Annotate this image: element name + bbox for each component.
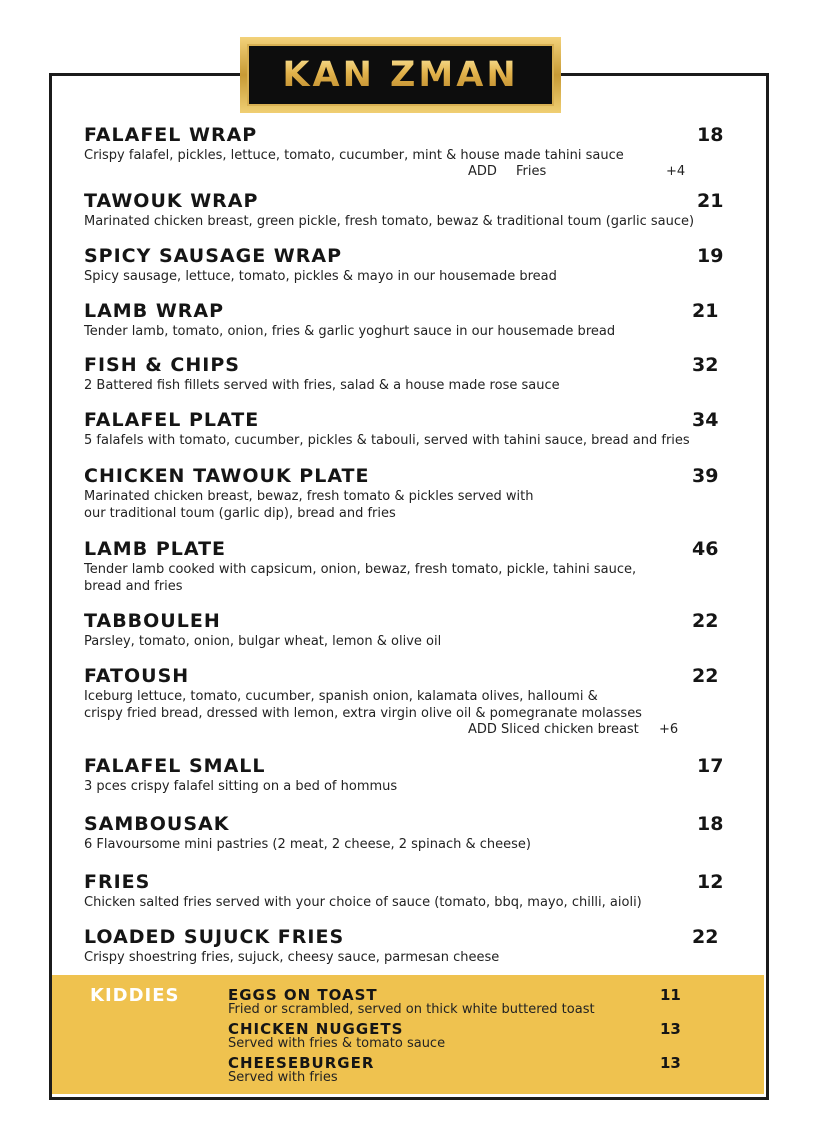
item-description-line2: crispy fried bread, dressed with lemon, extra virgin olive oil & pomegranate molasses bbox=[84, 706, 642, 721]
item-description: Chicken salted fries served with your choice of sauce (tomato, bbq, mayo, chilli, aioli) bbox=[84, 895, 642, 910]
addon-label: ADD Sliced chicken breast bbox=[468, 722, 639, 737]
item-name: LAMB PLATE bbox=[84, 538, 227, 560]
item-price: 18 bbox=[697, 813, 724, 835]
item-price: 17 bbox=[697, 755, 724, 777]
item-price: 19 bbox=[697, 245, 724, 267]
item-price: 46 bbox=[692, 538, 719, 560]
item-price: 34 bbox=[692, 409, 719, 431]
kiddies-section bbox=[52, 975, 764, 1094]
item-price: 39 bbox=[692, 465, 719, 487]
item-name: SPICY SAUSAGE WRAP bbox=[84, 245, 343, 267]
kids-item-description: Fried or scrambled, served on thick white buttered toast bbox=[228, 1002, 595, 1017]
item-description-line2: bread and fries bbox=[84, 579, 183, 594]
kids-item-name: CHEESEBURGER bbox=[228, 1054, 375, 1072]
item-price: 22 bbox=[692, 665, 719, 687]
item-description: Tender lamb cooked with capsicum, onion, bewaz, fresh tomato, pickle, tahini sauce, bbox=[84, 562, 637, 577]
item-price: 32 bbox=[692, 354, 719, 376]
item-description: 3 pces crispy falafel sitting on a bed of hommus bbox=[84, 779, 398, 794]
item-description: Marinated chicken breast, green pickle, fresh tomato, bewaz & traditional toum (garlic sauce) bbox=[84, 214, 695, 229]
item-description: Iceburg lettuce, tomato, cucumber, spanish onion, kalamata olives, halloumi & bbox=[84, 689, 598, 704]
kids-item-price: 13 bbox=[660, 1020, 681, 1038]
item-description: 2 Battered fish fillets served with fries, salad & a house made rose sauce bbox=[84, 378, 560, 393]
item-name: TABBOULEH bbox=[84, 610, 221, 632]
item-name: FALAFEL PLATE bbox=[84, 409, 260, 431]
item-description: 6 Flavoursome mini pastries (2 meat, 2 cheese, 2 spinach & cheese) bbox=[84, 837, 531, 852]
kiddies-title: KIDDIES bbox=[90, 985, 180, 1006]
item-name: CHICKEN TAWOUK PLATE bbox=[84, 465, 370, 487]
item-name: FALAFEL WRAP bbox=[84, 124, 258, 146]
item-name: FALAFEL SMALL bbox=[84, 755, 266, 777]
item-description: Tender lamb, tomato, onion, fries & garlic yoghurt sauce in our housemade bread bbox=[84, 324, 616, 339]
kids-item-name: EGGS ON TOAST bbox=[228, 986, 378, 1004]
addon-label: ADD bbox=[468, 164, 497, 179]
kids-item-name: CHICKEN NUGGETS bbox=[228, 1020, 404, 1038]
item-price: 21 bbox=[697, 190, 724, 212]
item-price: 18 bbox=[697, 124, 724, 146]
kids-item-description: Served with fries bbox=[228, 1070, 338, 1085]
item-price: 22 bbox=[692, 610, 719, 632]
kids-item-description: Served with fries & tomato sauce bbox=[228, 1036, 446, 1051]
kids-item-price: 11 bbox=[660, 986, 681, 1004]
item-description: Marinated chicken breast, bewaz, fresh tomato & pickles served with bbox=[84, 489, 534, 504]
addon-item: Fries bbox=[516, 164, 547, 179]
item-price: 22 bbox=[692, 926, 719, 948]
addon-price: +6 bbox=[659, 722, 679, 737]
addon-price: +4 bbox=[666, 164, 686, 179]
item-price: 21 bbox=[692, 300, 719, 322]
item-name: TAWOUK WRAP bbox=[84, 190, 259, 212]
item-description: Crispy shoestring fries, sujuck, cheesy sauce, parmesan cheese bbox=[84, 950, 500, 965]
item-description-line2: our traditional toum (garlic dip), bread and fries bbox=[84, 506, 396, 521]
item-name: LAMB WRAP bbox=[84, 300, 225, 322]
item-description: Parsley, tomato, onion, bulgar wheat, lemon & olive oil bbox=[84, 634, 442, 649]
item-name: FATOUSH bbox=[84, 665, 190, 687]
logo-plate bbox=[247, 44, 554, 106]
item-name: FRIES bbox=[84, 871, 151, 893]
item-description: Spicy sausage, lettuce, tomato, pickles & mayo in our housemade bread bbox=[84, 269, 557, 284]
item-name: LOADED SUJUCK FRIES bbox=[84, 926, 345, 948]
item-description: Crispy falafel, pickles, lettuce, tomato, cucumber, mint & house made tahini sauce bbox=[84, 148, 624, 163]
item-name: FISH & CHIPS bbox=[84, 354, 240, 376]
kids-item-price: 13 bbox=[660, 1054, 681, 1072]
brand-name: KAN ZMAN bbox=[282, 55, 519, 95]
item-name: SAMBOUSAK bbox=[84, 813, 230, 835]
item-price: 12 bbox=[697, 871, 724, 893]
item-description: 5 falafels with tomato, cucumber, pickles & tabouli, served with tahini sauce, bread and fries bbox=[84, 433, 690, 448]
brand-logo bbox=[240, 37, 561, 113]
